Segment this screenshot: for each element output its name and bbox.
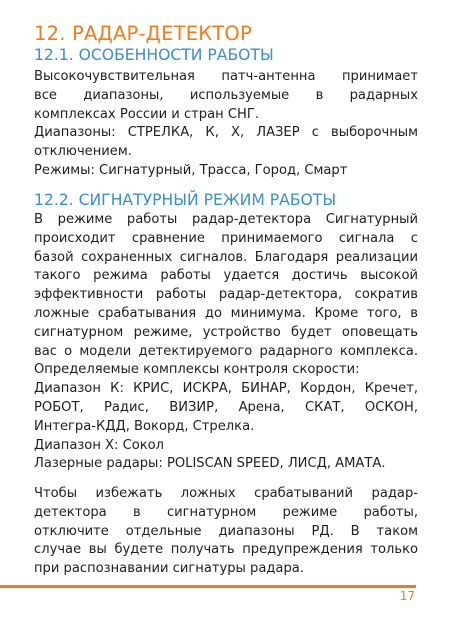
page-number: 17 (399, 589, 415, 603)
body-line: ложные срабатывания до минимума. Кроме того, в (34, 305, 418, 321)
body-line: Высокочувствительная патч-антенна принимает (34, 69, 418, 84)
body-line: сигнатурном режиме, устройство будет оповещать (34, 324, 418, 340)
body-line: комплексах России и стран СНГ. (34, 106, 260, 122)
body-line: В режиме работы радар-детектора Сигнатурный (34, 212, 418, 227)
body-line: Режимы: Сигнатурный, Трасса, Город, Смарт (34, 162, 348, 178)
body-line: все диапазоны, используемые в радарных (34, 87, 418, 103)
body-line: отключением. (34, 144, 132, 160)
body-line: Диапазон К: КРИС, ИСКРА, БИНАР, Кордон, Кречет, (34, 381, 418, 397)
body-line: Интегра-КДД, Вокорд, Стрелка. (34, 418, 255, 434)
section-title: 12. РАДАР-ДЕТЕКТОР (34, 22, 252, 45)
body-line: базой сохраненных сигналов. Благодаря реализации (34, 249, 418, 265)
body-line: Определяемые комплексы контроля скорости: (34, 362, 360, 378)
body-line: РОБОТ, Радис, ВИЗИР, Арена, СКАТ, ОСКОН, (34, 399, 418, 415)
note-line: случае вы будете получать предупреждения только (34, 542, 418, 558)
note-line: детектора в сигнатурном режиме работы, (34, 504, 418, 520)
body-line: Диапазон Х: Сокол (34, 437, 165, 453)
note-line: при распознавании сигнатуры радара. (34, 561, 304, 577)
body-line: эффективности работы радар-детектора, сократив (34, 287, 418, 303)
subsection-2-title: 12.2. СИГНАТУРНЫЙ РЕЖИМ РАБОТЫ (34, 191, 337, 209)
body-line: Лазерные радары: POLISCAN SPEED, ЛИСД, АМАТА. (34, 456, 386, 472)
note-line: Чтобы избежать ложных срабатываний радар- (34, 486, 418, 501)
footer-divider (0, 585, 416, 588)
body-line: происходит сравнение принимаемого сигнала с (34, 230, 418, 246)
body-line: такого режима работы удается достичь высокой (34, 268, 418, 284)
subsection-2-body (34, 211, 418, 474)
note-line: отключите отдельные диапазоны РД. В таком (34, 523, 418, 539)
note-paragraph (34, 485, 418, 579)
subsection-1-title: 12.1. ОСОБЕННОСТИ РАБОТЫ (34, 46, 274, 64)
body-line: вас о модели детектируемого радарного комплекса. (34, 343, 418, 359)
subsection-1-body (34, 68, 418, 181)
body-line: Диапазоны: СТРЕЛКА, К, Х, ЛАЗЕР с выборочным (34, 125, 418, 141)
